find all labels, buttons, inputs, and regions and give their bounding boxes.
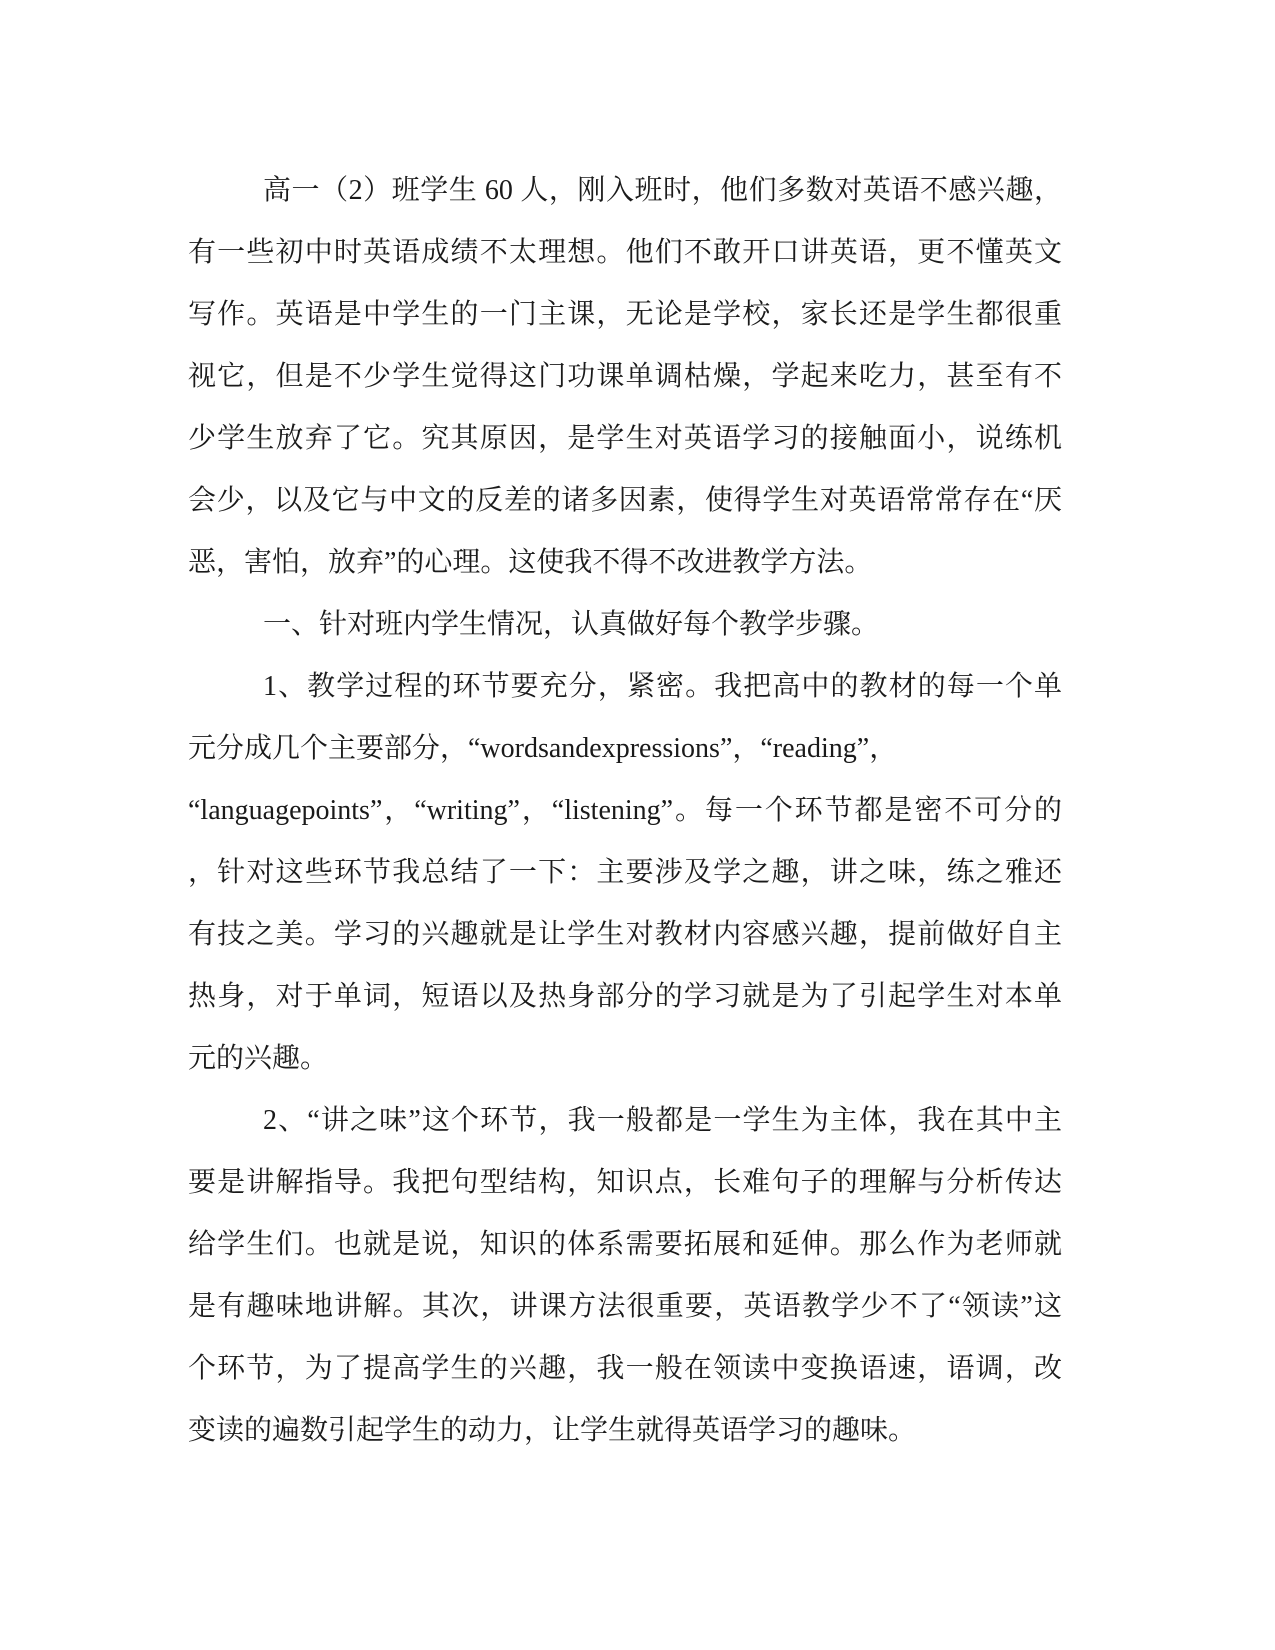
document-body xyxy=(188,160,1062,1462)
text-line: 1、教学过程的环节要充分，紧密。我把高中的教材的每一个单 xyxy=(263,671,1062,702)
text-line: 元的兴趣。 xyxy=(188,1043,329,1074)
paragraph-section-heading xyxy=(188,594,1062,656)
text-line: 个环节，为了提高学生的兴趣，我一般在领读中变换语速，语调，改 xyxy=(188,1353,1062,1384)
text-line: 有技之美。学习的兴趣就是让学生对教材内容感兴趣，提前做好自主 xyxy=(188,919,1062,950)
paragraph-point-1 xyxy=(188,656,1062,1090)
text-line: ，针对这些环节我总结了一下：主要涉及学之趣，讲之味，练之雅还 xyxy=(188,857,1062,888)
text-line: 给学生们。也就是说，知识的体系需要拓展和延伸。那么作为老师就 xyxy=(188,1229,1062,1260)
text-line: 恶，害怕，放弃”的心理。这使我不得不改进教学方法。 xyxy=(188,547,873,578)
text-line: 视它，但是不少学生觉得这门功课单调枯燥，学起来吃力，甚至有不 xyxy=(188,361,1062,392)
text-line: 高一（2）班学生 60 人，刚入班时，他们多数对英语不感兴趣， xyxy=(263,175,1062,206)
paragraph-point-2 xyxy=(188,1090,1062,1462)
paragraph-intro xyxy=(188,160,1062,594)
text-line: 有一些初中时英语成绩不太理想。他们不敢开口讲英语，更不懂英文 xyxy=(188,237,1062,268)
text-line: 少学生放弃了它。究其原因，是学生对英语学习的接触面小，说练机 xyxy=(188,423,1062,454)
text-line: 是有趣味地讲解。其次，讲课方法很重要，英语教学少不了“领读”这 xyxy=(188,1291,1062,1322)
text-line: 写作。英语是中学生的一门主课，无论是学校，家长还是学生都很重 xyxy=(188,299,1062,330)
text-line: “languagepoints”，“writing”，“listening”。每一个环节都是密不可分的 xyxy=(188,795,1062,826)
text-line: 会少，以及它与中文的反差的诸多因素，使得学生对英语常常存在“厌 xyxy=(188,485,1062,516)
text-line: 热身，对于单词，短语以及热身部分的学习就是为了引起学生对本单 xyxy=(188,981,1062,1012)
text-line: 2、“讲之味”这个环节，我一般都是一学生为主体，我在其中主 xyxy=(263,1105,1062,1136)
text-line: 变读的遍数引起学生的动力，让学生就得英语学习的趣味。 xyxy=(188,1415,917,1446)
text-line: 元分成几个主要部分，“wordsandexpressions”，“reading”， xyxy=(188,733,898,764)
text-line: 一、针对班内学生情况，认真做好每个教学步骤。 xyxy=(263,609,880,640)
text-line: 要是讲解指导。我把句型结构，知识点，长难句子的理解与分析传达 xyxy=(188,1167,1062,1198)
